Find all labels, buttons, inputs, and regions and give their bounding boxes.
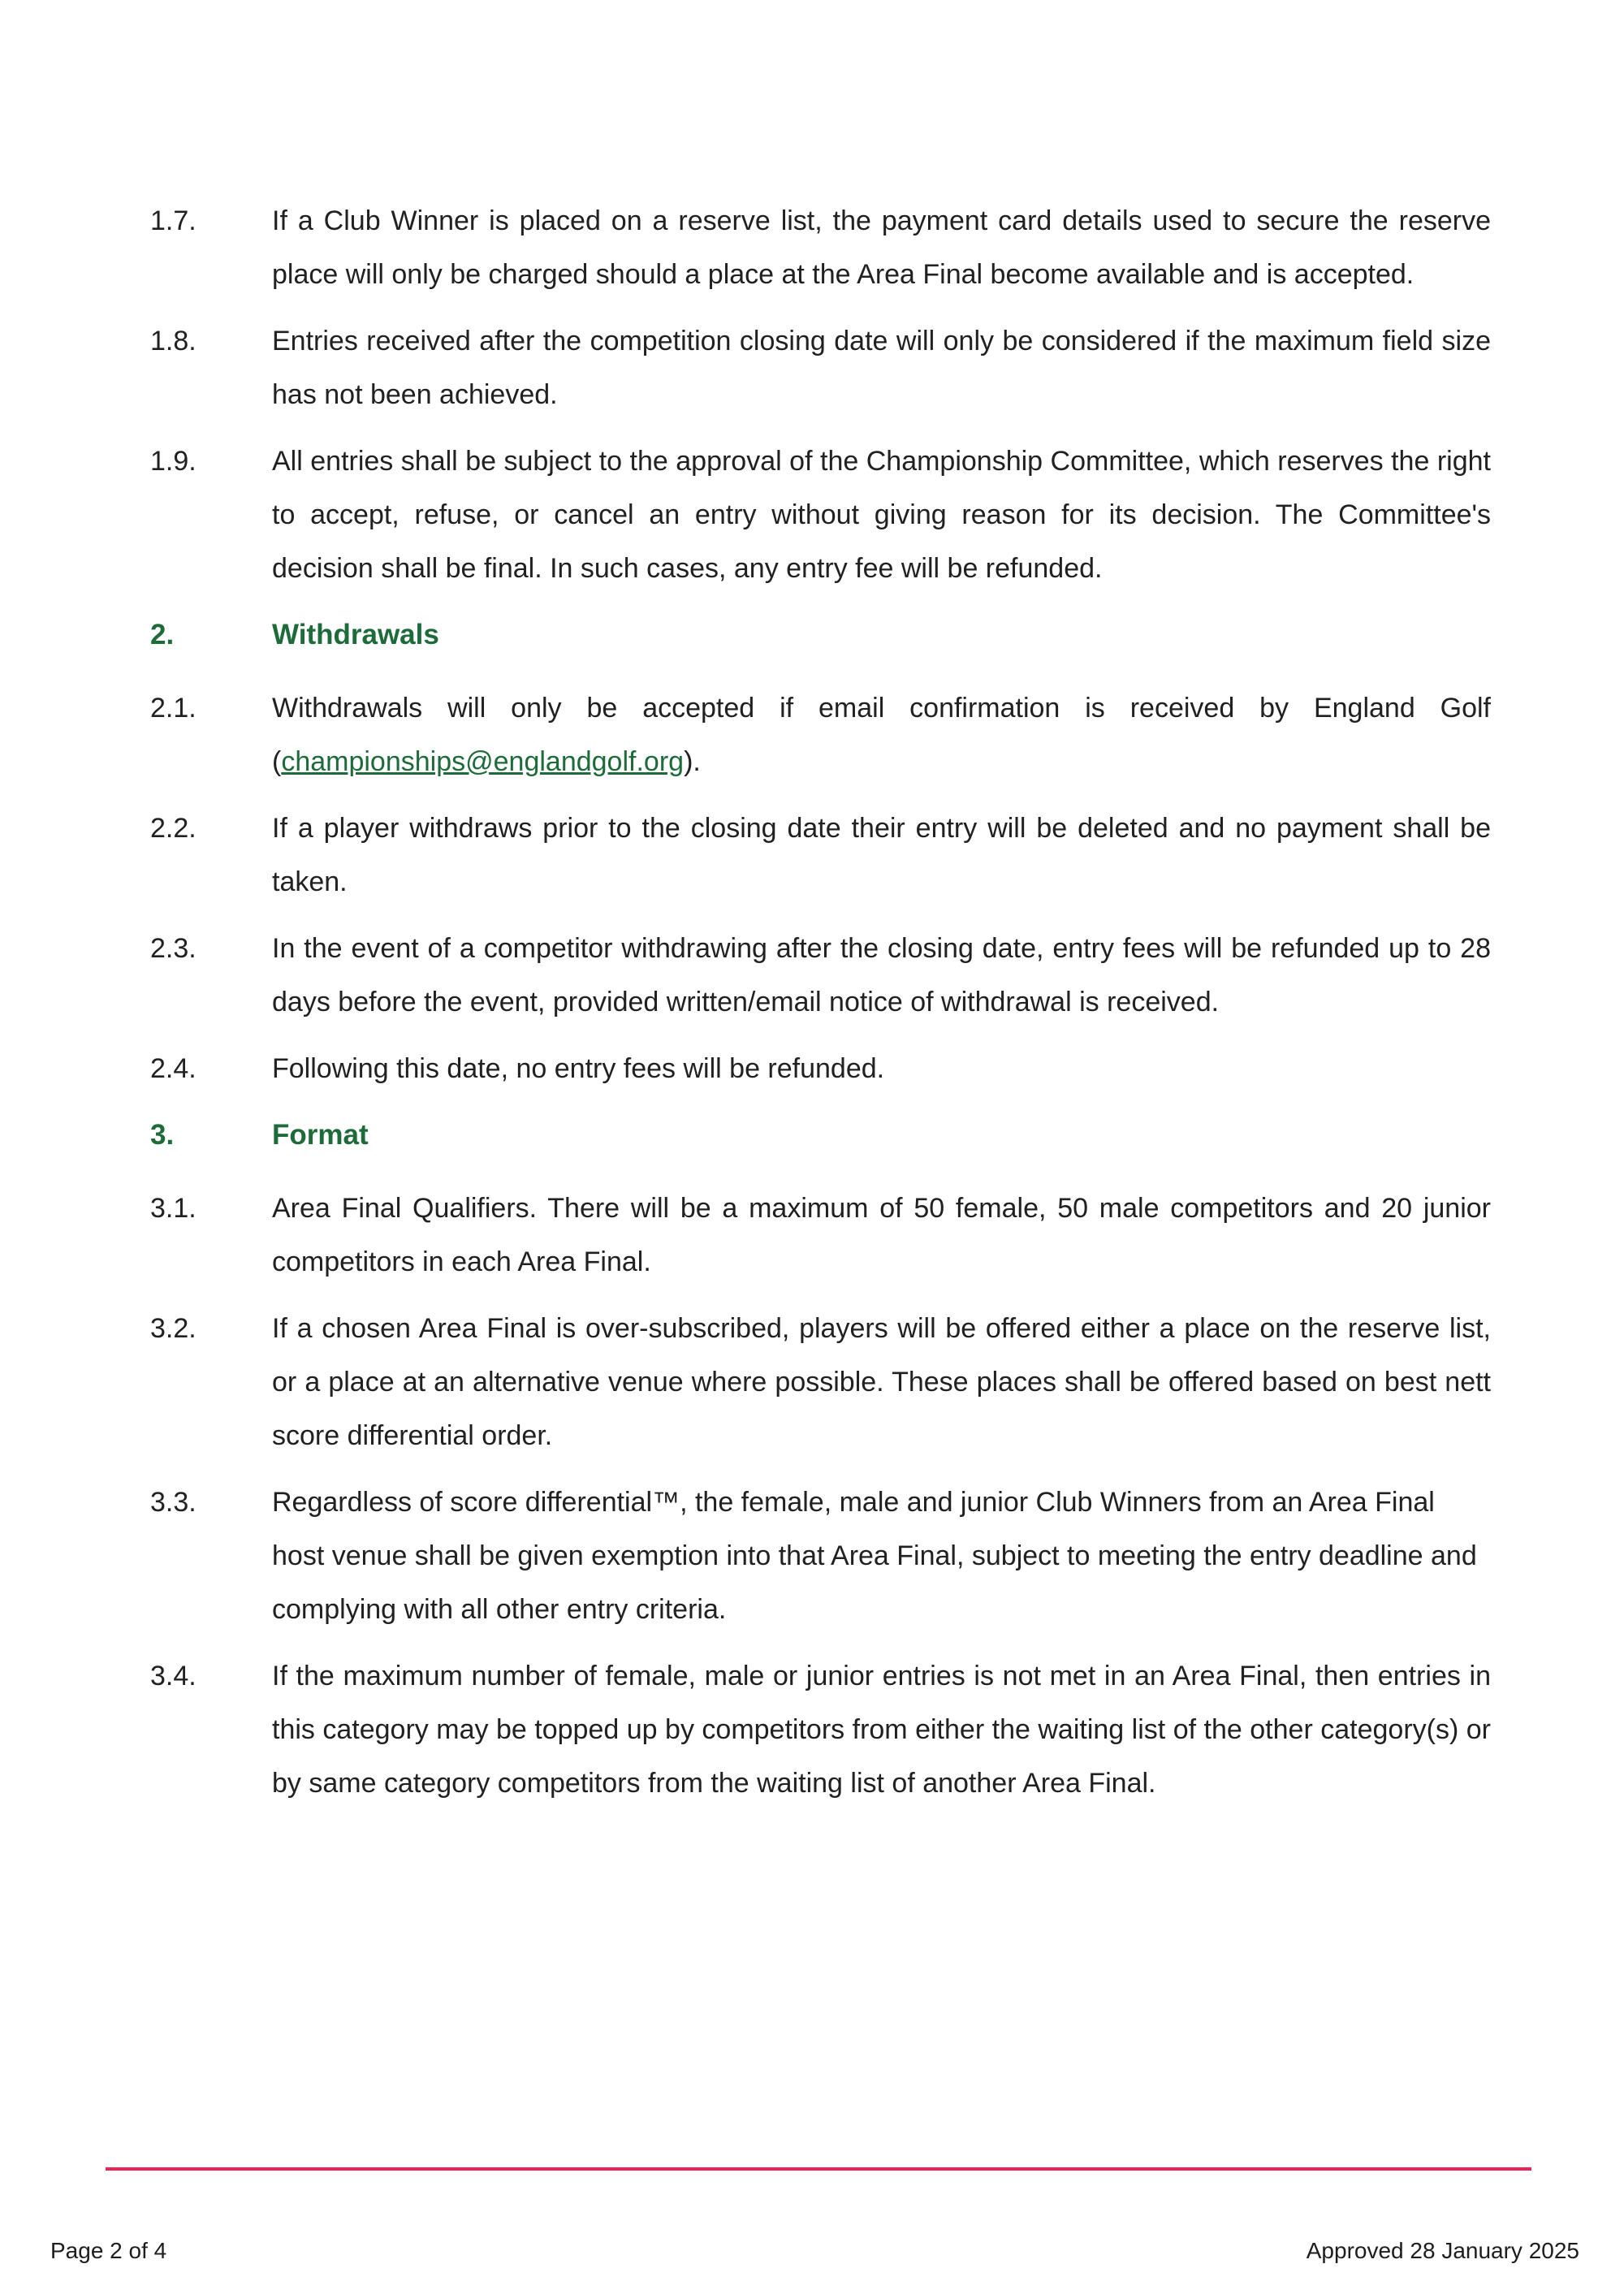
- section-title: Withdrawals: [272, 619, 439, 650]
- clause-text: [272, 681, 1491, 788]
- clause-number: 2.4.: [150, 1053, 197, 1084]
- clause-text: If a chosen Area Final is over-subscribed, players will be offered either a place on the reserve list, or a place at an alternative venue where possible. These places shall be offered based on best nett score differential order.: [272, 1313, 1491, 1451]
- clause-2-1: [150, 681, 1491, 788]
- clause-1-9: [150, 434, 1491, 595]
- clause-2-4: [150, 1042, 1491, 1095]
- clause-number: 1.9.: [150, 446, 197, 477]
- clause-text: If the maximum number of female, male or junior entries is not met in an Area Final, then entries in this category may be topped up by competitors from either the waiting list of the other category(s) or by same category competitors from the waiting list of another Area Final.: [272, 1661, 1491, 1799]
- clause-3-2: [150, 1302, 1491, 1462]
- clause-text: If a player withdraws prior to the closing date their entry will be deleted and no payment shall be taken.: [272, 813, 1491, 897]
- clause-text: All entries shall be subject to the approval of the Championship Committee, which reserves the right to accept, refuse, or cancel an entry without giving reason for its decision. The Committee's decision shall be final. In such cases, any entry fee will be refunded.: [272, 446, 1491, 584]
- approval-date: Approved 28 January 2025: [1306, 2238, 1579, 2263]
- clause-number: 3.1.: [150, 1193, 197, 1224]
- clause-text: Area Final Qualifiers. There will be a maximum of 50 female, 50 male competitors and 20 junior competitors in each Area Final.: [272, 1193, 1491, 1277]
- footer: [50, 2237, 1579, 2265]
- clause-number: 3.3.: [150, 1487, 197, 1518]
- clause-text-after-link: ).: [684, 746, 701, 777]
- clause-3-3: [150, 1475, 1491, 1636]
- clause-3-4: [150, 1649, 1491, 1810]
- page-number: Page 2 of 4: [50, 2238, 167, 2263]
- clause-text: If a Club Winner is placed on a reserve list, the payment card details used to secure the reserve place will only be charged should a place at the Area Final become available and is accepted.: [272, 205, 1491, 290]
- clause-number: 2.3.: [150, 933, 197, 964]
- clause-2-3: [150, 922, 1491, 1029]
- email-link[interactable]: championships@englandgolf.org: [281, 746, 685, 777]
- clause-number: 2.2.: [150, 813, 197, 844]
- clause-number: 1.8.: [150, 326, 197, 356]
- clause-number: 1.7.: [150, 205, 197, 236]
- clause-number: 3.4.: [150, 1661, 197, 1691]
- clause-text-before-link: Withdrawals will only be accepted if email confirmation is received by England Golf (: [272, 693, 1491, 777]
- section-title: Format: [272, 1119, 369, 1151]
- section-number: 2.: [150, 619, 175, 650]
- clause-3-1: [150, 1182, 1491, 1289]
- footer-rule: [106, 2167, 1531, 2171]
- clause-number: 3.2.: [150, 1313, 197, 1344]
- document-body: [150, 194, 1491, 1823]
- clause-1-7: [150, 194, 1491, 301]
- clause-2-2: [150, 801, 1491, 909]
- clause-number: 2.1.: [150, 693, 197, 724]
- section-heading-withdrawals: [150, 608, 1491, 662]
- clause-text: Following this date, no entry fees will be refunded.: [272, 1053, 885, 1084]
- clause-text: Regardless of score differential™, the female, male and junior Club Winners from an Area Final host venue shall be given exemption into that Area Final, subject to meeting the entry deadline and complying with all other entry criteria.: [272, 1487, 1477, 1625]
- clause-text: Entries received after the competition closing date will only be considered if the maximum field size has not been achieved.: [272, 326, 1491, 410]
- section-number: 3.: [150, 1119, 175, 1151]
- clause-text: In the event of a competitor withdrawing after the closing date, entry fees will be refunded up to 28 days before the event, provided written/email notice of withdrawal is received.: [272, 933, 1491, 1017]
- clause-1-8: [150, 314, 1491, 421]
- section-heading-format: [150, 1108, 1491, 1162]
